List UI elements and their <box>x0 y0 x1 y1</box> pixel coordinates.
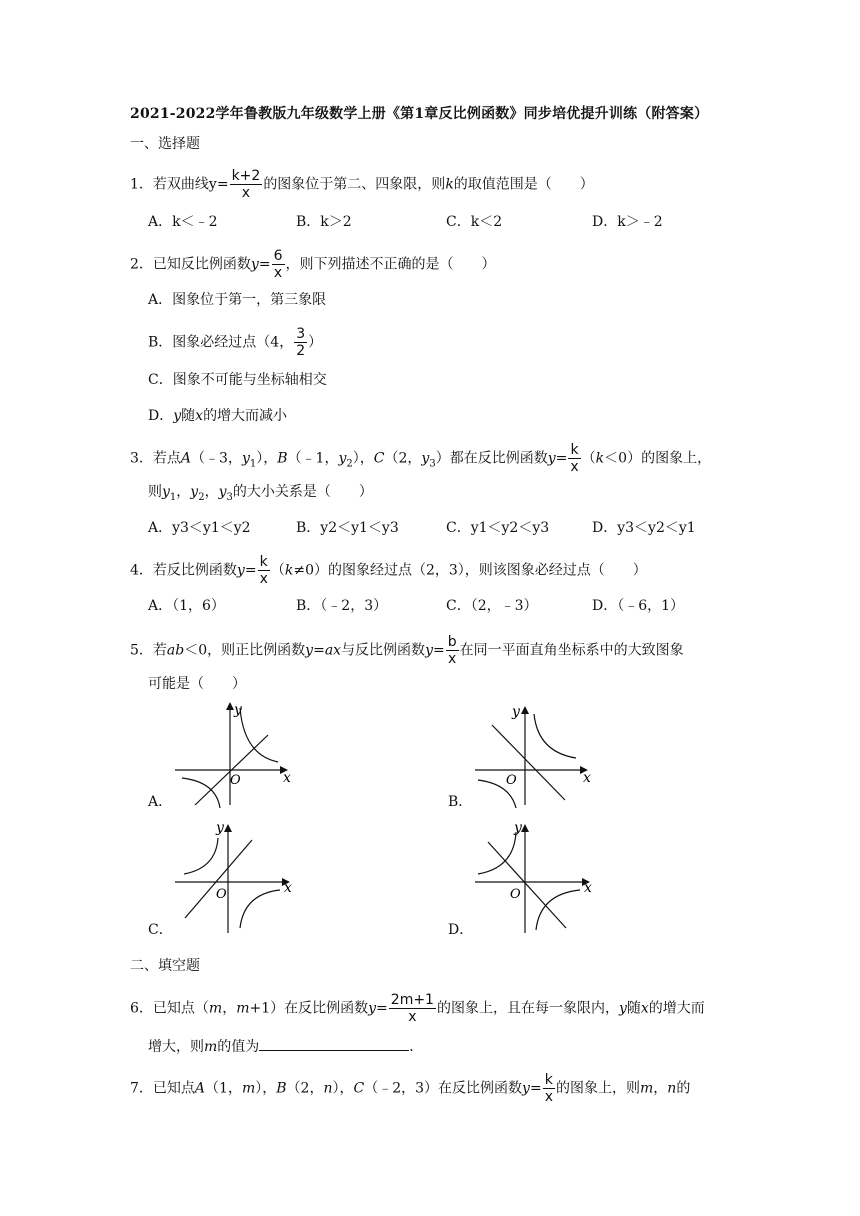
math-var: m <box>236 1000 250 1017</box>
math-var: m <box>640 1080 654 1097</box>
question-text: 的图象上，则 <box>556 1080 640 1097</box>
question-text: 已知反比例函数 <box>152 256 251 273</box>
math-var: y <box>425 642 433 659</box>
math-var: y <box>338 450 347 467</box>
math-op: = <box>529 1080 542 1097</box>
fraction-denominator: x <box>408 1009 417 1025</box>
question-text: （2， <box>384 450 422 467</box>
option-c: C．图象不可能与坐标轴相交 <box>148 372 327 388</box>
graph-c-svg <box>170 818 300 936</box>
question-text: 已知点（ <box>152 1000 209 1017</box>
math-var: k <box>284 562 294 579</box>
math-var: y <box>241 450 250 467</box>
math-var: C <box>353 1080 365 1097</box>
math-var: A <box>194 1080 206 1097</box>
option-c: C．y1＜y2＜y3 <box>446 520 550 536</box>
option-c: C．（2，﹣3） <box>446 598 538 614</box>
origin-label: O <box>216 887 227 902</box>
fraction-numerator: k+2 <box>231 168 261 184</box>
math-var: n <box>667 1080 677 1097</box>
math-var: C <box>373 450 385 467</box>
question-text: （1， <box>205 1080 242 1097</box>
fraction-numerator: k <box>570 442 579 458</box>
option-d: D．y3＜y2＜y1 <box>592 520 696 536</box>
question-number: 1． <box>130 176 153 193</box>
axis-label-y: y <box>216 820 224 836</box>
graph-label-a: A． <box>148 794 173 810</box>
question-text: 3．若点 <box>130 450 181 467</box>
axis-label-y: y <box>512 704 520 720</box>
question-text: （ <box>581 450 596 467</box>
fraction <box>258 554 270 587</box>
fraction <box>543 1072 555 1105</box>
question-text: ． <box>409 1039 424 1055</box>
option-b: B．y2＜y1＜y3 <box>296 520 399 536</box>
question-4 <box>130 554 647 587</box>
math-var: y <box>618 1000 627 1017</box>
fraction-numerator: 3 <box>296 326 306 342</box>
question-text: （﹣1， <box>287 450 339 467</box>
question-2 <box>130 248 496 281</box>
axis-label-x: x <box>583 770 591 786</box>
math-op: = <box>258 256 271 273</box>
question-text: 随 <box>626 1000 641 1017</box>
axis-label-x: x <box>584 880 592 896</box>
question-5 <box>130 634 684 667</box>
question-text: ）， <box>352 450 374 467</box>
question-text: ， <box>222 1000 237 1017</box>
fraction <box>446 634 459 667</box>
math-var: y <box>173 408 182 424</box>
fraction <box>389 992 436 1025</box>
origin-label: O <box>506 773 517 788</box>
math-var: x <box>640 1000 649 1017</box>
axis-label-y: y <box>514 820 522 836</box>
math-var: y <box>547 450 556 467</box>
question-text: 已知点 <box>152 1080 195 1097</box>
question-text: 增大，则 <box>148 1039 204 1055</box>
fraction-denominator: x <box>544 1089 553 1105</box>
fraction-numerator: b <box>447 634 457 650</box>
math-var: k <box>445 176 454 193</box>
question-text: ）都在反比例函数 <box>435 450 548 467</box>
graph-a-svg <box>170 700 300 810</box>
math-var: A <box>180 450 192 467</box>
question-text: 若双曲线 <box>152 176 209 193</box>
subscript: 3 <box>226 491 233 503</box>
question-number: 5． <box>130 642 153 659</box>
math-op: = <box>432 642 445 659</box>
question-text: ）， <box>255 1080 277 1097</box>
question-text: ，则下列描述不正确的是（ ） <box>285 256 496 273</box>
math-var: m <box>208 1000 223 1017</box>
axis-label-x: x <box>283 770 291 786</box>
graph-label-c: C． <box>148 922 173 938</box>
math-var: y <box>421 450 430 467</box>
math-var: y <box>368 1000 377 1017</box>
fraction-numerator: k <box>544 1072 553 1088</box>
fraction-denominator: 2 <box>296 343 306 359</box>
question-text: 的图象上，且在每一象限内， <box>436 1000 619 1017</box>
question-text: ≠0）的图象经过点（2，3），则该图象必经过点（ ） <box>293 562 647 579</box>
option-text: B．图象必经过点（4， <box>148 334 294 351</box>
question-text: ， <box>653 1080 668 1097</box>
axis-label-y: y <box>234 702 242 718</box>
option-text: 随 <box>181 408 196 424</box>
math-var: n <box>323 1080 333 1097</box>
question-text: 的大小关系是（ ） <box>232 484 373 500</box>
option-a: A．（1，6） <box>148 598 225 614</box>
option-d <box>148 406 287 426</box>
question-text: （﹣3， <box>191 450 242 467</box>
question-5-line-2: 可能是（ ） <box>148 676 246 692</box>
question-text: ＜0，则正比例函数 <box>184 642 306 659</box>
origin-label: O <box>510 887 521 902</box>
question-6-line-2 <box>148 1036 423 1057</box>
question-text: 若反比例函数 <box>152 562 237 579</box>
option-b: B．（﹣2，3） <box>296 598 388 614</box>
fraction-denominator: x <box>448 651 457 667</box>
math-op: = <box>313 642 325 659</box>
fraction <box>272 248 285 281</box>
section-heading-choice: 一、选择题 <box>130 136 200 152</box>
graph-d <box>470 818 600 936</box>
math-var: k <box>595 450 605 467</box>
math-op: = <box>555 450 568 467</box>
question-number: 7． <box>130 1080 153 1097</box>
graph-label-d: D． <box>448 922 474 938</box>
question-text: 的 <box>676 1080 691 1097</box>
math-var: y <box>162 484 170 500</box>
question-number: 6． <box>130 1000 153 1017</box>
option-b: B．k＞2 <box>296 214 352 230</box>
fraction-numerator: 6 <box>273 248 283 264</box>
math-var: m <box>241 1080 256 1097</box>
question-text: ）， <box>332 1080 354 1097</box>
question-text: （ <box>270 562 285 579</box>
question-text: 与反比例函数 <box>341 642 426 659</box>
answer-blank[interactable] <box>259 1036 409 1051</box>
question-number: 4． <box>130 562 153 579</box>
fraction <box>568 442 580 475</box>
subscript: 3 <box>429 458 436 470</box>
document-title: 2021-2022学年鲁教版九年级数学上册《第1章反比例函数》同步培优提升训练（附答案） <box>130 106 709 122</box>
option-d: D．k＞﹣2 <box>592 214 663 230</box>
question-text: 的取值范围是（ ） <box>453 176 594 193</box>
question-3 <box>130 442 711 475</box>
subscript: 1 <box>249 458 257 470</box>
question-number: 2． <box>130 256 153 273</box>
option-b <box>148 326 322 359</box>
question-text: 在同一平面直角坐标系中的大致图象 <box>459 642 684 659</box>
question-text: 的增大而 <box>648 1000 705 1017</box>
fraction-numerator: 2m+1 <box>390 992 434 1008</box>
math-var: B <box>276 1080 287 1097</box>
math-var: m <box>204 1039 218 1055</box>
fraction-denominator: x <box>570 459 579 475</box>
option-a: A．y3＜y1＜y2 <box>148 520 251 536</box>
math-var: y <box>522 1080 530 1097</box>
question-text: （﹣2，3）在反比例函数 <box>364 1080 523 1097</box>
math-var: ab <box>166 642 185 659</box>
question-text: 则 <box>148 484 162 500</box>
question-text: （2， <box>286 1080 324 1097</box>
math-op: = <box>376 1000 388 1017</box>
origin-label: O <box>230 773 241 788</box>
subscript: 1 <box>169 491 177 503</box>
option-a: A．k＜﹣2 <box>148 214 218 230</box>
graph-a <box>170 700 300 810</box>
question-text: +1）在反比例函数 <box>249 1000 369 1017</box>
fraction-denominator: x <box>273 265 283 281</box>
section-heading-fill: 二、填空题 <box>130 958 200 974</box>
option-text: D． <box>148 408 174 424</box>
graph-c <box>170 818 300 936</box>
graph-b <box>470 700 600 810</box>
question-text: ）， <box>256 450 278 467</box>
fraction-denominator: x <box>259 571 268 587</box>
math-var: y <box>218 484 227 500</box>
question-text: 若 <box>152 642 167 659</box>
question-6 <box>130 992 705 1025</box>
subscript: 2 <box>346 458 353 470</box>
question-text: 的值为 <box>217 1039 260 1055</box>
math-var: y <box>190 484 199 500</box>
graph-b-svg <box>470 700 600 810</box>
fraction <box>294 326 307 359</box>
option-c: C．k＜2 <box>446 214 503 230</box>
question-1 <box>130 168 594 201</box>
option-text: 的增大而减小 <box>203 408 288 424</box>
fraction <box>230 168 263 201</box>
subscript: 2 <box>198 491 205 503</box>
math-var: B <box>277 450 288 467</box>
graph-label-b: B． <box>448 794 473 810</box>
question-text: ＜0）的图象上， <box>604 450 712 467</box>
math-var: y <box>236 562 245 579</box>
math-var: y= <box>208 176 229 193</box>
question-7 <box>130 1072 690 1105</box>
graph-d-svg <box>470 818 600 936</box>
question-3-line-2: 则$y_1$，$y_2$，$y_3$的大小关系是（ ） <box>148 484 373 503</box>
math-var: y <box>305 642 314 659</box>
axis-label-x: x <box>284 880 292 896</box>
math-op: = <box>244 562 257 579</box>
fraction-numerator: k <box>259 554 268 570</box>
fraction-denominator: x <box>241 185 251 201</box>
option-d: D．（﹣6，1） <box>592 598 685 614</box>
option-text: ） <box>308 334 323 351</box>
math-var: y <box>250 256 259 273</box>
math-var: x <box>195 408 204 424</box>
option-a: A．图象位于第一，第三象限 <box>148 292 327 308</box>
question-text: 的图象位于第二、四象限，则 <box>263 176 446 193</box>
math-var: ax <box>324 642 342 659</box>
